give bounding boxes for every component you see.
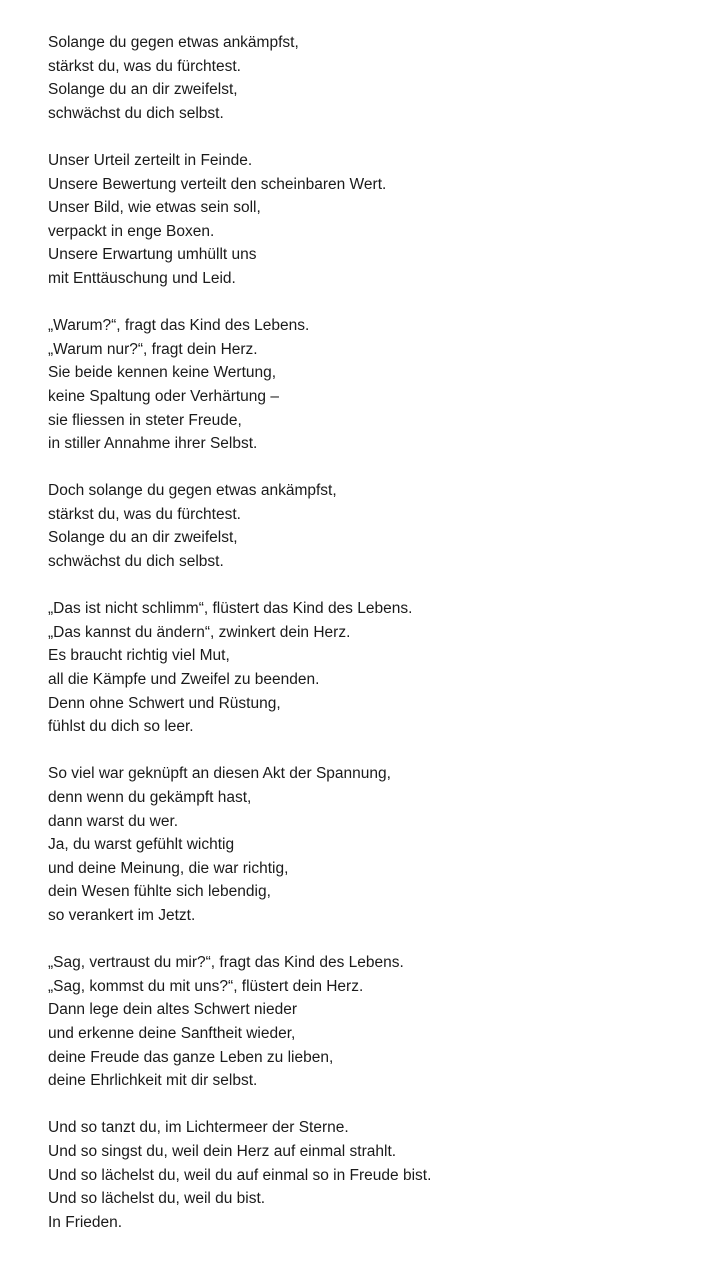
poem-line: stärkst du, was du fürchtest. <box>48 505 241 523</box>
poem-line: „Sag, vertraust du mir?“, fragt das Kind des Lebens. <box>48 954 404 972</box>
poem-line: Und so tanzt du, im Lichtermeer der Sterne. <box>48 1119 349 1137</box>
poem-line: Solange du an dir zweifelst, <box>48 529 238 547</box>
poem-line: Solange du an dir zweifelst, <box>48 81 238 99</box>
poem-stanza <box>48 762 708 927</box>
poem-line: Unsere Erwartung umhüllt uns <box>48 246 257 264</box>
poem-line: sie fliessen in steter Freude, <box>48 411 242 429</box>
poem-line: keine Spaltung oder Verhärtung – <box>48 387 279 405</box>
poem-line: so verankert im Jetzt. <box>48 906 196 924</box>
poem-line: Und so lächelst du, weil du auf einmal so in Freude bist. <box>48 1166 432 1184</box>
poem-line: „Das ist nicht schlimm“, flüstert das Kind des Lebens. <box>48 600 413 618</box>
poem-line: In Frieden. <box>48 1213 123 1231</box>
poem-stanza <box>48 1116 708 1234</box>
poem-line: So viel war geknüpft an diesen Akt der Spannung, <box>48 765 391 783</box>
poem-stanza <box>48 951 708 1093</box>
poem-line: fühlst du dich so leer. <box>48 718 194 736</box>
poem-line: Denn ohne Schwert und Rüstung, <box>48 694 281 712</box>
poem-stanza <box>48 314 708 456</box>
poem-line: Dann lege dein altes Schwert nieder <box>48 1001 298 1019</box>
poem-line: Und so singst du, weil dein Herz auf einmal strahlt. <box>48 1142 397 1160</box>
poem-line: „Das kannst du ändern“, zwinkert dein Herz. <box>48 623 351 641</box>
poem-line: in stiller Annahme ihrer Selbst. <box>48 435 258 453</box>
poem-line: schwächst du dich selbst. <box>48 104 224 122</box>
poem-line: denn wenn du gekämpft hast, <box>48 789 252 806</box>
poem-line: stärkst du, was du fürchtest. <box>48 57 241 75</box>
poem-line: Es braucht richtig viel Mut, <box>48 647 230 665</box>
poem-page <box>48 31 708 1258</box>
poem-line: mit Enttäuschung und Leid. <box>48 269 236 287</box>
poem-stanza <box>48 479 708 573</box>
poem-stanza <box>48 597 708 739</box>
poem-line: Sie beide kennen keine Wertung, <box>48 364 277 382</box>
poem-stanza <box>48 31 708 125</box>
poem-line: Und so lächelst du, weil du bist. <box>48 1190 266 1208</box>
poem-line: „Sag, kommst du mit uns?“, flüstert dein Herz. <box>48 977 364 995</box>
poem-line: Unser Bild, wie etwas sein soll, <box>48 199 261 217</box>
poem-line: dein Wesen fühlte sich lebendig, <box>48 883 271 901</box>
poem-line: schwächst du dich selbst. <box>48 553 224 571</box>
poem-line: „Warum nur?“, fragt dein Herz. <box>48 340 258 358</box>
poem-line: Unser Urteil zerteilt in Feinde. <box>48 151 253 169</box>
poem-line: deine Freude das ganze Leben zu lieben, <box>48 1048 334 1066</box>
poem-line: dann warst du wer. <box>48 812 179 830</box>
poem-line: und deine Meinung, die war richtig, <box>48 859 289 877</box>
poem-stanza <box>48 149 708 291</box>
poem-line: Unsere Bewertung verteilt den scheinbaren Wert. <box>48 175 387 193</box>
poem-line: verpackt in enge Boxen. <box>48 222 215 240</box>
poem-line: deine Ehrlichkeit mit dir selbst. <box>48 1072 258 1090</box>
poem-line: Doch solange du gegen etwas ankämpfst, <box>48 482 337 500</box>
poem-line: Ja, du warst gefühlt wichtig <box>48 836 235 854</box>
poem-line: „Warum?“, fragt das Kind des Lebens. <box>48 317 310 335</box>
poem-line: Solange du gegen etwas ankämpfst, <box>48 34 299 51</box>
poem-line: all die Kämpfe und Zweifel zu beenden. <box>48 671 320 689</box>
poem-line: und erkenne deine Sanftheit wieder, <box>48 1024 296 1042</box>
